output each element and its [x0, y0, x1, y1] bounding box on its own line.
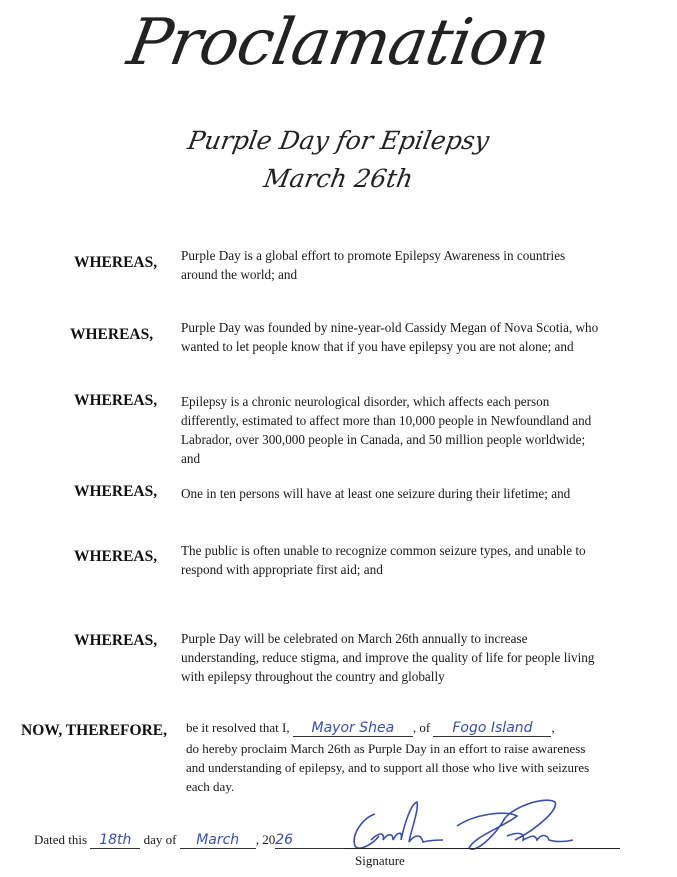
signature-label: Signature: [355, 853, 405, 868]
name-field[interactable]: Mayor Shea: [293, 720, 413, 737]
resolution-prefix: be it resolved that I,: [186, 720, 290, 735]
clause-label: WHEREAS,: [74, 632, 158, 649]
year-field[interactable]: 26: [275, 832, 345, 849]
document-subtitle: Purple Day for Epilepsy: [185, 126, 492, 155]
resolution-body: do hereby proclaim March 26th as Purple Day in an effort to raise awareness and understanding of epilepsy, and to support all those who live with seizures each day.: [186, 741, 590, 794]
clause-text: The public is often unable to recognize common seizure types, and unable to respond with appropriate first aid; and: [181, 543, 586, 577]
clause-label: WHEREAS,: [74, 483, 158, 500]
month-field[interactable]: March: [180, 832, 256, 849]
place-field[interactable]: Fogo Island: [433, 720, 551, 737]
dated-prefix: Dated this: [34, 832, 88, 847]
dated-line: [34, 832, 345, 849]
clause-text: Purple Day is a global effort to promote Epilepsy Awareness in countries around the world; and: [181, 248, 566, 282]
year-prefix: , 20: [255, 832, 276, 847]
clause-label: WHEREAS,: [74, 392, 158, 409]
clause-text: One in ten persons will have at least one seizure during their lifetime; and: [181, 486, 571, 501]
resolution-label: NOW, THEREFORE,: [21, 722, 167, 739]
document-date-heading: March 26th: [261, 164, 416, 193]
clause-label: WHEREAS,: [74, 254, 158, 271]
handwritten-signature: [345, 796, 575, 856]
comma: ,: [551, 720, 555, 735]
document-title: Proclamation: [122, 6, 555, 80]
clause-label: WHEREAS,: [74, 548, 158, 565]
clause-text: Purple Day was founded by nine-year-old Cassidy Megan of Nova Scotia, who wanted to let people know that if you have epilepsy you are not alone; and: [181, 320, 599, 354]
day-field[interactable]: 18th: [90, 832, 140, 849]
resolution-first-line: [186, 718, 656, 737]
clause-label: WHEREAS,: [70, 326, 154, 343]
clause-text: Purple Day will be celebrated on March 26th annually to increase understanding, reduce stigma, and improve the quality of life for people living with epilepsy throughout the country and globally: [181, 631, 595, 684]
clause-text: Epilepsy is a chronic neurological disorder, which affects each person differently, estimated to affect more than 10,000 people in Newfoundland and Labrador, over 300,000 people in Canada, and 50 million people worldwide; and: [181, 394, 592, 466]
signature-line: [344, 848, 620, 849]
of-text: , of: [412, 720, 431, 735]
day-of-text: day of: [143, 832, 177, 847]
